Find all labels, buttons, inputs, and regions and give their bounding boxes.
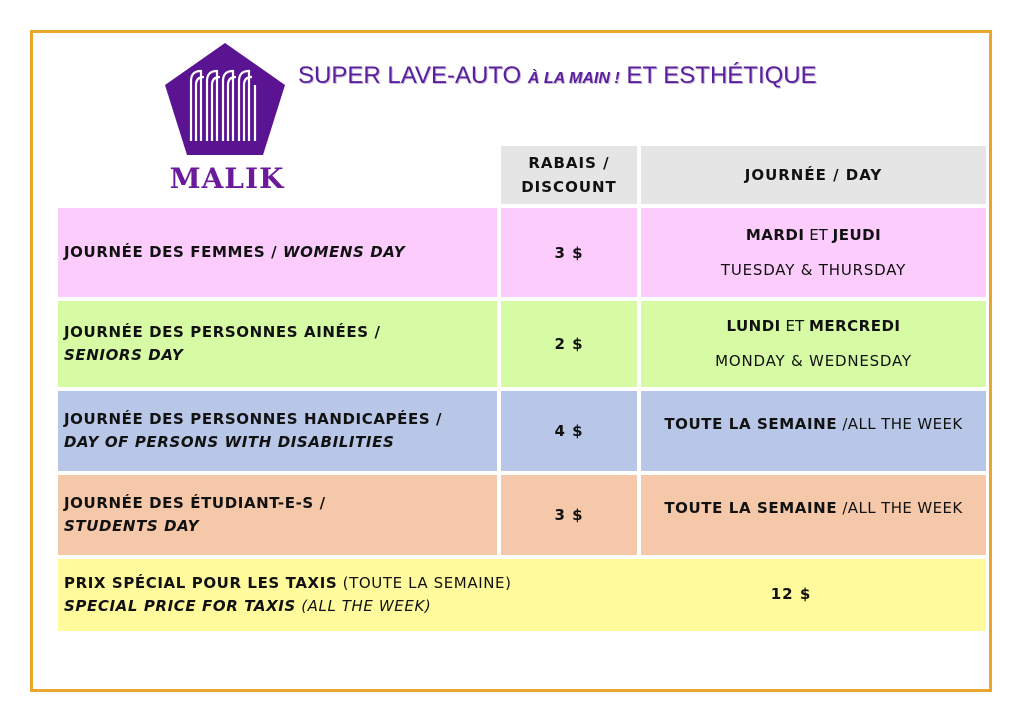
title-part-1: SUPER LAVE-AUTO [298,62,522,89]
row-label-en: STUDENTS DAY [64,517,200,535]
malik-logo-icon [163,41,287,157]
day-cell [641,208,986,297]
taxi-fr-bold: PRIX SPÉCIAL POUR LES TAXIS [64,574,338,592]
discount-value: 4 $ [501,391,637,471]
day-en: MONDAY & WEDNESDAY [715,352,912,370]
page-title [298,62,817,90]
header-discount [501,146,637,204]
row-label-en: DAY OF PERSONS WITH DISABILITIES [64,433,395,451]
discount-value: 3 $ [501,208,637,297]
discount-value: 3 $ [501,475,637,555]
day-en: TUESDAY & THURSDAY [720,260,907,279]
day-cell [641,475,986,555]
row-label-disabilities [58,391,497,471]
taxi-price: 12 $ [770,585,812,603]
row-label-students [58,475,497,555]
row-label-en: SENIORS DAY [64,346,184,364]
day-conj: ET [804,225,833,244]
brand-name: MALIK [169,162,285,195]
week-bold: TOUTE LA SEMAINE [664,499,838,517]
week-rest: /ALL THE WEEK [837,499,963,517]
header-discount-line2: DISCOUNT [521,178,617,196]
taxi-fr-rest: (TOUTE LA SEMAINE) [337,574,512,592]
taxi-en-rest: (ALL THE WEEK) [295,597,432,615]
taxi-en-bold: SPECIAL PRICE FOR TAXIS [64,597,296,615]
title-part-2: À LA MAIN ! [527,70,620,87]
header-day-label: JOURNÉE / DAY [744,166,883,184]
day-b: MERCREDI [808,317,901,335]
row-label-seniors [58,301,497,387]
day-cell [641,301,986,387]
day-cell [641,391,986,471]
day-a: LUNDI [726,317,781,335]
row-label-fr: JOURNÉE DES ÉTUDIANT-E-S / [64,494,326,512]
row-label-fr: JOURNÉE DES PERSONNES AINÉES / [64,323,381,341]
day-conj: ET [780,317,809,335]
week-bold: TOUTE LA SEMAINE [664,415,838,433]
title-part-3: ET ESTHÉTIQUE [626,62,817,89]
discount-value: 2 $ [501,301,637,387]
day-b: JEUDI [832,225,882,244]
header-discount-line1: RABAIS / [528,154,610,172]
row-label-fr: JOURNÉE DES PERSONNES HANDICAPÉES / [64,410,443,428]
row-label-fr: JOURNÉE DES FEMMES / [64,243,283,261]
day-a: MARDI [745,225,805,244]
week-rest: /ALL THE WEEK [837,415,963,433]
row-label-en: WOMENS DAY [282,243,406,261]
header-day [641,146,986,204]
row-label-women [58,208,497,297]
